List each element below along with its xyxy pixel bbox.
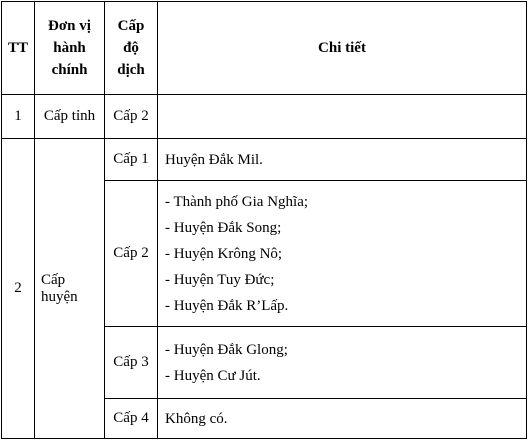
- admin-unit-cell: Cấp tỉnh: [35, 95, 105, 139]
- row-number: 2: [2, 139, 35, 439]
- level-cell: Cấp 1: [105, 139, 158, 181]
- header-detail: Chi tiết: [158, 2, 527, 95]
- covid-level-table: [1, 1, 527, 439]
- header-level-line: Cấp: [117, 18, 145, 34]
- header-level-line: dịch: [117, 62, 145, 78]
- header-tt: TT: [2, 2, 35, 95]
- level-cell: Cấp 4: [105, 399, 158, 439]
- detail-cell: [158, 139, 527, 181]
- header-admin-unit-line: Đơn vị: [48, 18, 91, 34]
- header-admin-unit-line: hành: [53, 40, 86, 56]
- level-cell: Cấp 3: [105, 327, 158, 399]
- detail-line: Huyện Đắk Mil.: [165, 151, 263, 168]
- admin-unit-line: Cấp: [41, 271, 66, 288]
- table-row: [2, 139, 527, 181]
- detail-line: - Huyện Tuy Đức;: [165, 271, 275, 288]
- header-row: [2, 2, 527, 95]
- detail-line: - Huyện Đắk Glong;: [165, 341, 288, 358]
- detail-line: - Huyện Krông Nô;: [165, 245, 283, 262]
- detail-line: - Huyện Đắk R’Lấp.: [165, 297, 289, 314]
- detail-cell: [158, 399, 527, 439]
- detail-line: - Thành phố Gia Nghĩa;: [165, 193, 309, 210]
- level-cell: Cấp 2: [105, 95, 158, 139]
- admin-unit-cell: [35, 139, 105, 439]
- header-admin-unit: [35, 2, 105, 95]
- row-number: 1: [2, 95, 35, 139]
- detail-line: - Huyện Cư Jút.: [165, 367, 261, 384]
- detail-line: Không có.: [165, 410, 228, 427]
- header-admin-unit-line: chính: [51, 62, 88, 78]
- level-cell: Cấp 2: [105, 181, 158, 327]
- detail-cell: [158, 95, 527, 139]
- detail-cell: [158, 181, 527, 327]
- header-level-line: độ: [123, 40, 139, 56]
- table-row: [2, 95, 527, 139]
- detail-line: - Huyện Đắk Song;: [165, 219, 282, 236]
- admin-unit-line: huyện: [41, 288, 78, 305]
- header-level: [105, 2, 158, 95]
- detail-cell: [158, 327, 527, 399]
